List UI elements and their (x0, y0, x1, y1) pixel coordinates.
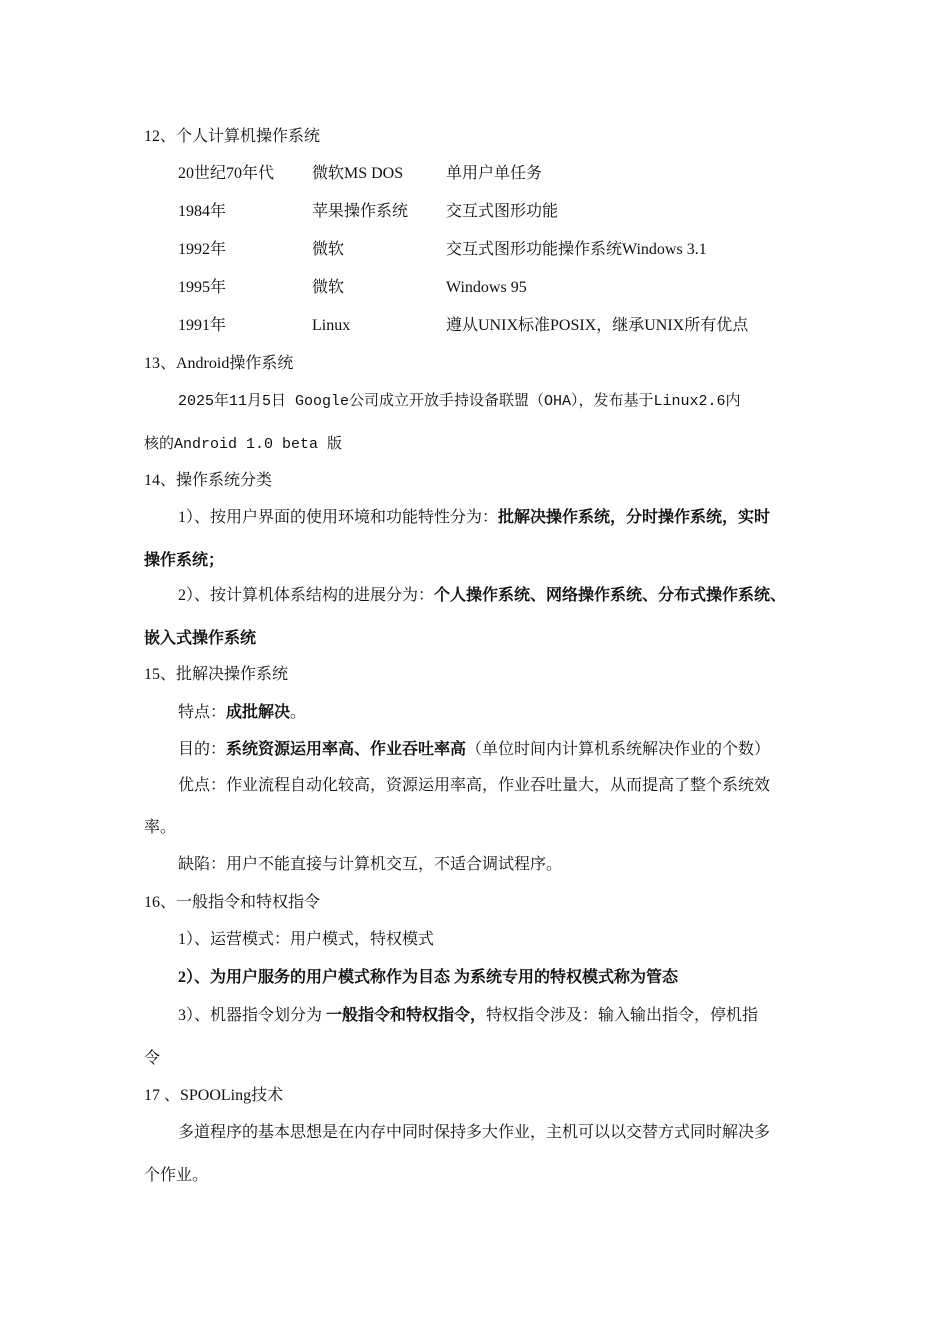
section-15-heading: 15、批解决操作系统 (144, 666, 289, 683)
instruction-item-2: 2）、为用户服务的用户模式称作为目态 为系统专用的特权模式称为管态 (178, 969, 679, 986)
batch-advantage-line-2: 率。 (144, 819, 177, 836)
row-feature: 交互式图形功能操作系统Windows 3.1 (446, 241, 707, 258)
section-12-heading: 12、个人计算机操作系统 (144, 128, 321, 145)
item-bold-text: 一般指令和特权指令， (326, 1007, 487, 1024)
row-feature: Windows 95 (446, 279, 527, 296)
item-prefix: 3）、机器指令划分为 (178, 1007, 327, 1024)
batch-advantage-line-1: 优点：作业流程自动化较高，资源运用率高，作业吞吐量大，从而提高了整个系统效 (178, 777, 771, 794)
os-history-row (0, 202, 950, 222)
row-feature: 单用户单任务 (446, 165, 543, 182)
batch-purpose (178, 740, 770, 760)
item-bold-text: 个人操作系统、网络操作系统、分布式操作系统、 (434, 587, 787, 604)
os-history-row (0, 164, 950, 184)
row-vendor: Linux (312, 317, 351, 334)
feature-end: 。 (290, 704, 307, 721)
row-vendor: 苹果操作系统 (312, 203, 409, 220)
item-bold-text: 批解决操作系统，分时操作系统，实时 (498, 509, 771, 526)
feature-label: 特点： (178, 704, 227, 721)
feature-bold: 成批解决 (226, 704, 291, 721)
section-16-heading: 16、一般指令和特权指令 (144, 894, 321, 911)
purpose-label: 目的： (178, 741, 227, 758)
spooling-paragraph-line-2: 个作业。 (144, 1167, 209, 1184)
classification-item-2-continued: 嵌入式操作系统 (144, 630, 257, 647)
row-year: 1992年 (178, 241, 227, 258)
os-history-row (0, 240, 950, 260)
row-vendor: 微软MS DOS (312, 165, 404, 182)
row-feature: 交互式图形功能 (446, 203, 559, 220)
row-year: 1995年 (178, 279, 227, 296)
item-prefix: 2）、按计算机体系结构的进展分为： (178, 587, 435, 604)
instruction-item-3-continued: 令 (144, 1050, 161, 1067)
purpose-rest: （单位时间内计算机系统解决作业的个数） (466, 741, 771, 758)
item-rest: 特权指令涉及：输入输出指令，停机指 (486, 1007, 759, 1024)
section-13-heading: 13、Android操作系统 (144, 355, 294, 372)
os-history-row (0, 316, 950, 336)
item-prefix: 1）、按用户界面的使用环境和功能特性分为： (178, 509, 499, 526)
row-year: 20世纪70年代 (178, 165, 275, 182)
row-vendor: 微软 (312, 279, 345, 296)
instruction-item-3 (178, 1006, 758, 1026)
android-paragraph-line-1: 2025年11月5日 Google公司成立开放手持设备联盟（OHA），发布基于Linux2.6内 (178, 393, 741, 410)
batch-defect: 缺陷：用户不能直接与计算机交互，不适合调试程序。 (178, 856, 563, 873)
section-17-heading: 17 、SPOOLing技术 (144, 1087, 284, 1104)
classification-item-1-continued: 操作系统； (144, 552, 225, 569)
row-vendor: 微软 (312, 241, 345, 258)
os-history-row (0, 278, 950, 298)
purpose-bold: 系统资源运用率高、作业吞吐率高 (226, 741, 467, 758)
instruction-item-1: 1）、运营模式：用户模式，特权模式 (178, 931, 435, 948)
classification-item-2 (178, 586, 786, 606)
row-feature: 遵从UNIX标准POSIX，继承UNIX所有优点 (446, 317, 749, 334)
classification-item-1 (178, 508, 770, 528)
row-year: 1991年 (178, 317, 227, 334)
android-paragraph-line-2: 核的Android 1.0 beta 版 (144, 436, 343, 453)
spooling-paragraph-line-1: 多道程序的基本思想是在内存中同时保持多大作业，主机可以以交替方式同时解决多 (178, 1124, 771, 1141)
batch-feature (178, 703, 306, 723)
section-14-heading: 14、操作系统分类 (144, 472, 273, 489)
row-year: 1984年 (178, 203, 227, 220)
